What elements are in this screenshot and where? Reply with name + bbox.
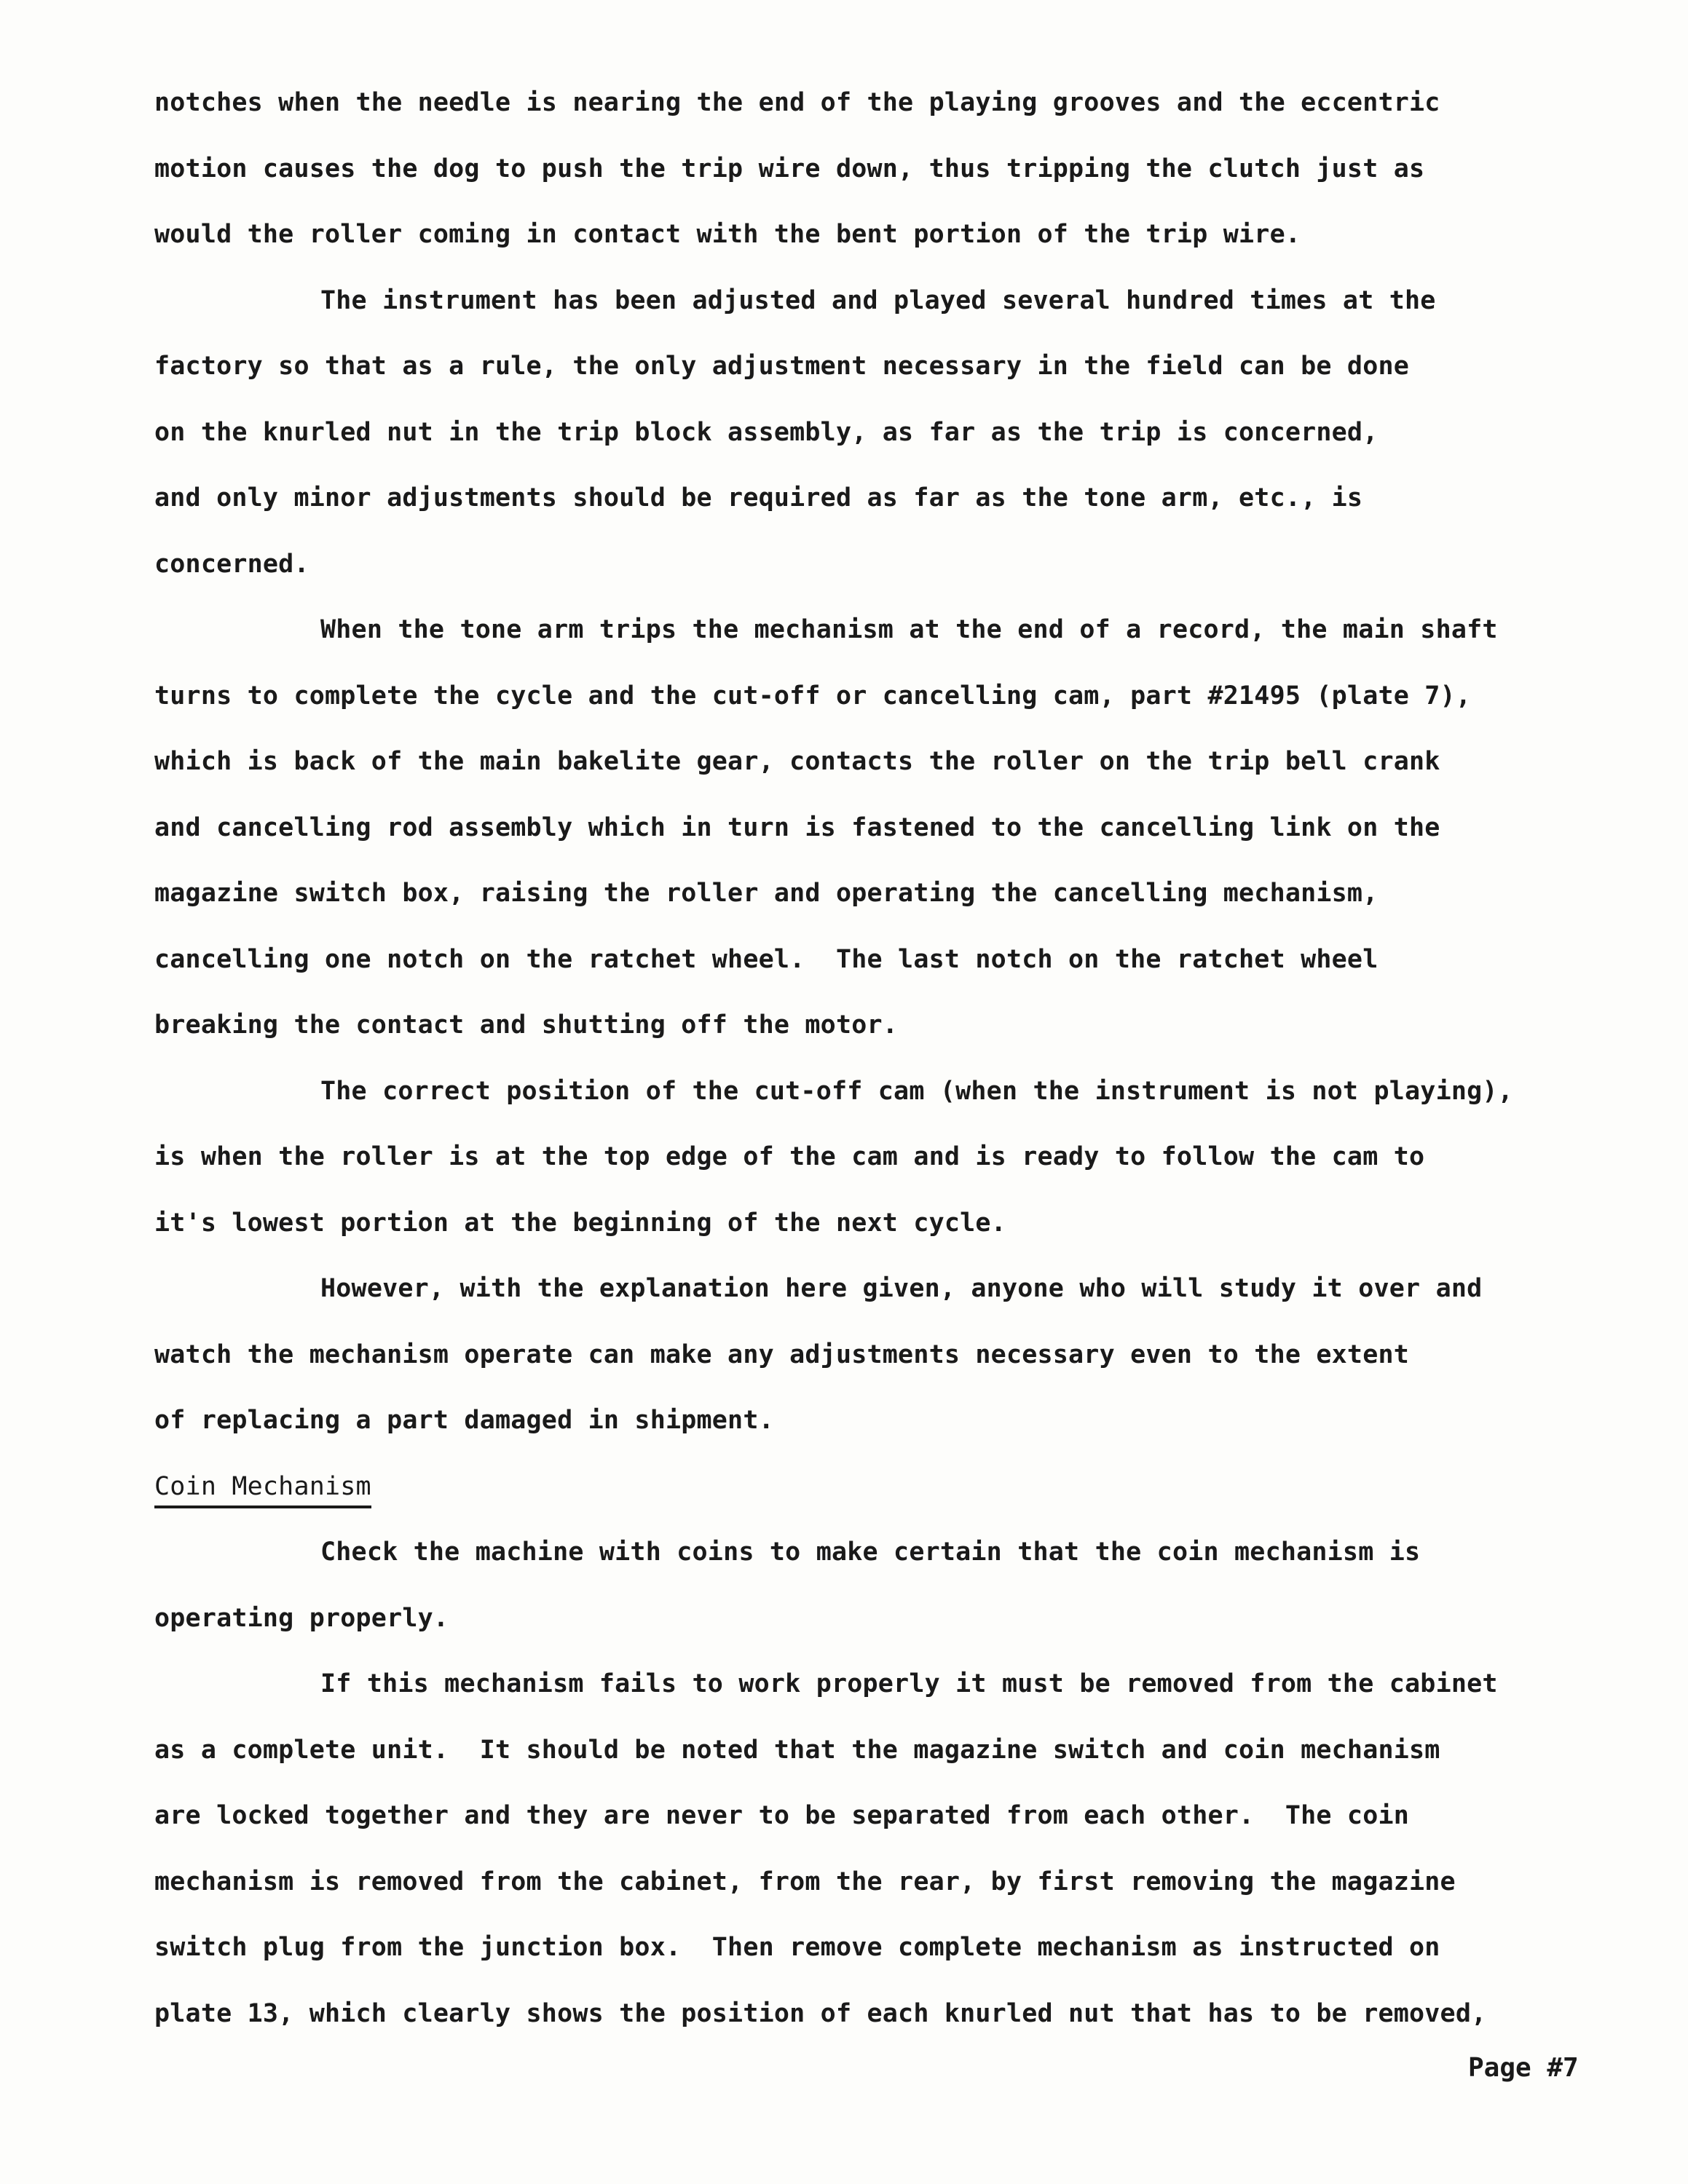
paragraph-first-line: The correct position of the cut-off cam (when the instrument is not playing),: [320, 1076, 1513, 1106]
text-line: switch plug from the junction box. Then remove complete mechanism as instructed on: [154, 1933, 1440, 1962]
paragraph-first-line: When the tone arm trips the mechanism at the end of a record, the main shaft: [320, 615, 1498, 644]
text-line: as a complete unit. It should be noted that the magazine switch and coin mechanism: [154, 1735, 1440, 1765]
section-heading-text: Coin Mechanism: [154, 1472, 371, 1508]
paragraph-first-line: Check the machine with coins to make certain that the coin mechanism is: [320, 1538, 1421, 1567]
text-line: operating properly.: [154, 1603, 449, 1633]
page-number: Page #7: [1468, 2053, 1579, 2083]
text-line: factory so that as a rule, the only adjustment necessary in the field can be done: [154, 352, 1410, 381]
text-line: concerned.: [154, 549, 309, 579]
text-line: which is back of the main bakelite gear, contacts the roller on the trip bell crank: [154, 747, 1440, 776]
text-line: magazine switch box, raising the roller and operating the cancelling mechanism,: [154, 879, 1379, 908]
text-line: motion causes the dog to push the trip wire down, thus tripping the clutch just as: [154, 154, 1425, 183]
paragraph-first-line: If this mechanism fails to work properly it must be removed from the cabinet: [320, 1669, 1498, 1698]
text-line: and cancelling rod assembly which in turn is fastened to the cancelling link on the: [154, 812, 1440, 842]
text-line: on the knurled nut in the trip block assembly, as far as the trip is concerned,: [154, 417, 1379, 447]
paragraph-first-line: The instrument has been adjusted and played several hundred times at the: [320, 285, 1436, 315]
section-heading: [154, 1454, 1625, 1520]
text-line: of replacing a part damaged in shipment.: [154, 1406, 774, 1435]
text-line: cancelling one notch on the ratchet wheel. The last notch on the ratchet wheel: [154, 944, 1379, 974]
text-line: plate 13, which clearly shows the position of each knurled nut that has to be removed,: [154, 1998, 1487, 2028]
text-line: turns to complete the cycle and the cut-off or cancelling cam, part #21495 (plate 7),: [154, 681, 1472, 711]
text-line: notches when the needle is nearing the end of the playing grooves and the eccentric: [154, 88, 1440, 117]
document-body: [154, 70, 1625, 2046]
paragraph-first-line: However, with the explanation here given, anyone who will study it over and: [320, 1274, 1483, 1303]
text-line: are locked together and they are never to be separated from each other. The coin: [154, 1801, 1410, 1830]
text-line: mechanism is removed from the cabinet, from the rear, by first removing the magazine: [154, 1867, 1456, 1896]
text-line: breaking the contact and shutting off the motor.: [154, 1010, 899, 1040]
text-line: it's lowest portion at the beginning of the next cycle.: [154, 1208, 1006, 1238]
text-line: and only minor adjustments should be required as far as the tone arm, etc., is: [154, 483, 1363, 513]
text-line: would the roller coming in contact with the bent portion of the trip wire.: [154, 220, 1301, 249]
text-line: watch the mechanism operate can make any adjustments necessary even to the extent: [154, 1340, 1410, 1369]
text-line: is when the roller is at the top edge of the cam and is ready to follow the cam to: [154, 1142, 1425, 1171]
